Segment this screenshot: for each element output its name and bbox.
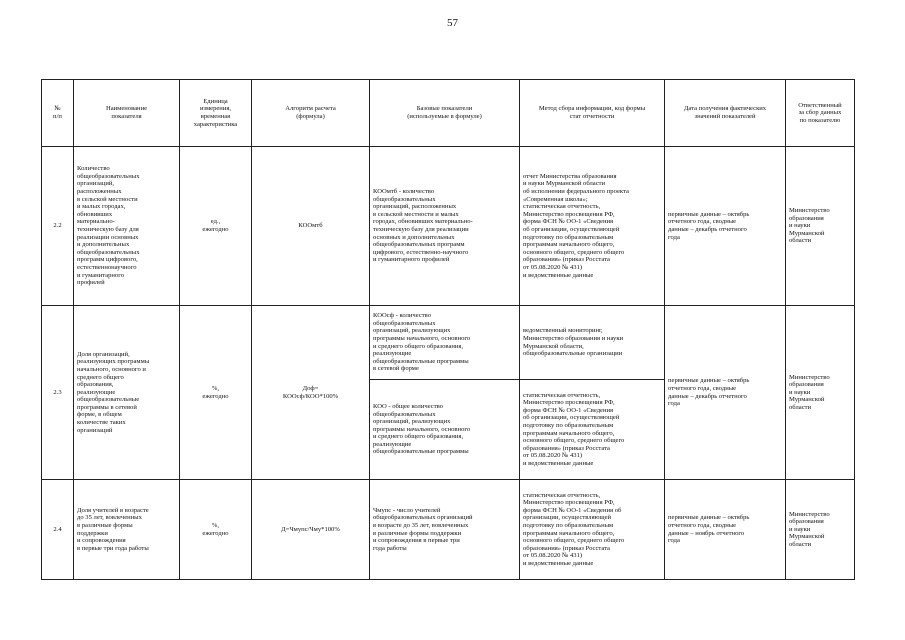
table-header-row bbox=[42, 80, 855, 147]
row-algorithm: КООмтб bbox=[252, 147, 370, 306]
header-algorithm: Алгоритм расчета (формула) bbox=[252, 80, 370, 147]
row-algorithm: Доф= КООсф/КОО*100% bbox=[252, 306, 370, 480]
row-method: отчет Министерства образования и науки Мурманской области об исполнении федерального проекта «Современная школа»; статистическая отчетность, Министерство просвещения РФ, форма ФСН № ОО-1 «Сведения об организации, осуществляющей подготовку по образовательным программам начального общего, основного общего, среднего общего образования» (приказ Росстата от 05.08.2020 № 431) и ведомственные данные bbox=[520, 147, 665, 306]
row-responsible: Министерство образования и науки Мурманской области bbox=[786, 480, 855, 580]
row-base: Чмупс - число учителей общеобразовательных организаций в возрасте до 35 лет, вовлеченных в различные формы поддержки и сопровождения в первые три года работы bbox=[370, 480, 520, 580]
header-name: Наименование показателя bbox=[74, 80, 180, 147]
row-date: первичные данные – октябрь отчетного года, сводные данные – ноябрь отчетного года bbox=[665, 480, 786, 580]
table-row bbox=[42, 306, 855, 380]
row-responsible: Министерство образования и науки Мурманской области bbox=[786, 147, 855, 306]
row-method-denominator: статистическая отчетность, Министерство просвещения РФ, форма ФСН № ОО-1 «Сведения об организации, осуществляющей подготовку по образовательным программам начального общего, основного общего, среднего общего образования» (приказ Росстата от 05.08.2020 № 431) и ведомственные данные bbox=[520, 380, 665, 480]
row-base-denominator: КОО - общее количество общеобразовательных организаций, реализующих программы начального, основного и среднего общего образования, реализующие общеобразовательные программы bbox=[370, 380, 520, 480]
row-base-numerator: КООсф - количество общеобразовательных организаций, реализующих программы начального, основного и среднего общего образования, реализующие общеобразовательные программы в сетевой форме bbox=[370, 306, 520, 380]
row-responsible: Министерство образования и науки Мурманской области bbox=[786, 306, 855, 480]
row-method-numerator: ведомственный мониторинг, Министерство образования и науки Мурманской области, общеобразовательные организации bbox=[520, 306, 665, 380]
table-row bbox=[42, 147, 855, 306]
row-num: 2.3 bbox=[42, 306, 74, 480]
row-date: первичные данные – октябрь отчетного года, сводные данные – декабрь отчетного года bbox=[665, 147, 786, 306]
table-row bbox=[42, 480, 855, 580]
row-base: КООмтб - количество общеобразовательных организаций, расположенных в сельской местности и малых городах, обновивших материально- техническую базу для реализации основных и дополнительных общеобразовательных программ цифрового, естественно-научного и гуманитарного профилей bbox=[370, 147, 520, 306]
header-base: Базовые показатели (используемые в формуле) bbox=[370, 80, 520, 147]
row-unit: ед., ежегодно bbox=[180, 147, 252, 306]
row-name: Доля организаций, реализующих программы начального, основного и среднего общего образования, реализующие общеобразовательные программы в сетевой форме, в общем количестве таких организаций bbox=[74, 306, 180, 480]
header-method: Метод сбора информации, код формы стат отчетности bbox=[520, 80, 665, 147]
row-name: Доля учителей в возрасте до 35 лет, вовлеченных в различные формы поддержки и сопровождения в первые три года работы bbox=[74, 480, 180, 580]
row-method: статистическая отчетность, Министерство просвещения РФ, форма ФСН № ОО-1 «Сведения об организации, осуществляющей подготовку по образовательным программам начального общего, основного общего, среднего общего образования» (приказ Росстата от 05.08.2020 № 431) и ведомственные данные bbox=[520, 480, 665, 580]
row-algorithm: Д=Чмупс/Чму*100% bbox=[252, 480, 370, 580]
header-responsible: Ответственный за сбор данных по показателю bbox=[786, 80, 855, 147]
indicators-table bbox=[41, 79, 855, 580]
header-unit: Единица измерения, временная характеристика bbox=[180, 80, 252, 147]
row-name: Количество общеобразовательных организаций, расположенных в сельской местности и малых городах, обновивших материально- техническую базу для реализации основных и дополнительных общеобразовательных программ цифрового, естественнонаучного и гуманитарного профилей bbox=[74, 147, 180, 306]
row-unit: %, ежегодно bbox=[180, 480, 252, 580]
row-unit: %, ежегодно bbox=[180, 306, 252, 480]
row-date: первичные данные – октябрь отчетного года, сводные данные – декабрь отчетного года bbox=[665, 306, 786, 480]
row-num: 2.4 bbox=[42, 480, 74, 580]
header-date: Дата получения фактических значений показателей bbox=[665, 80, 786, 147]
header-num: № п/п bbox=[42, 80, 74, 147]
page-number: 57 bbox=[447, 17, 458, 29]
row-num: 2.2 bbox=[42, 147, 74, 306]
